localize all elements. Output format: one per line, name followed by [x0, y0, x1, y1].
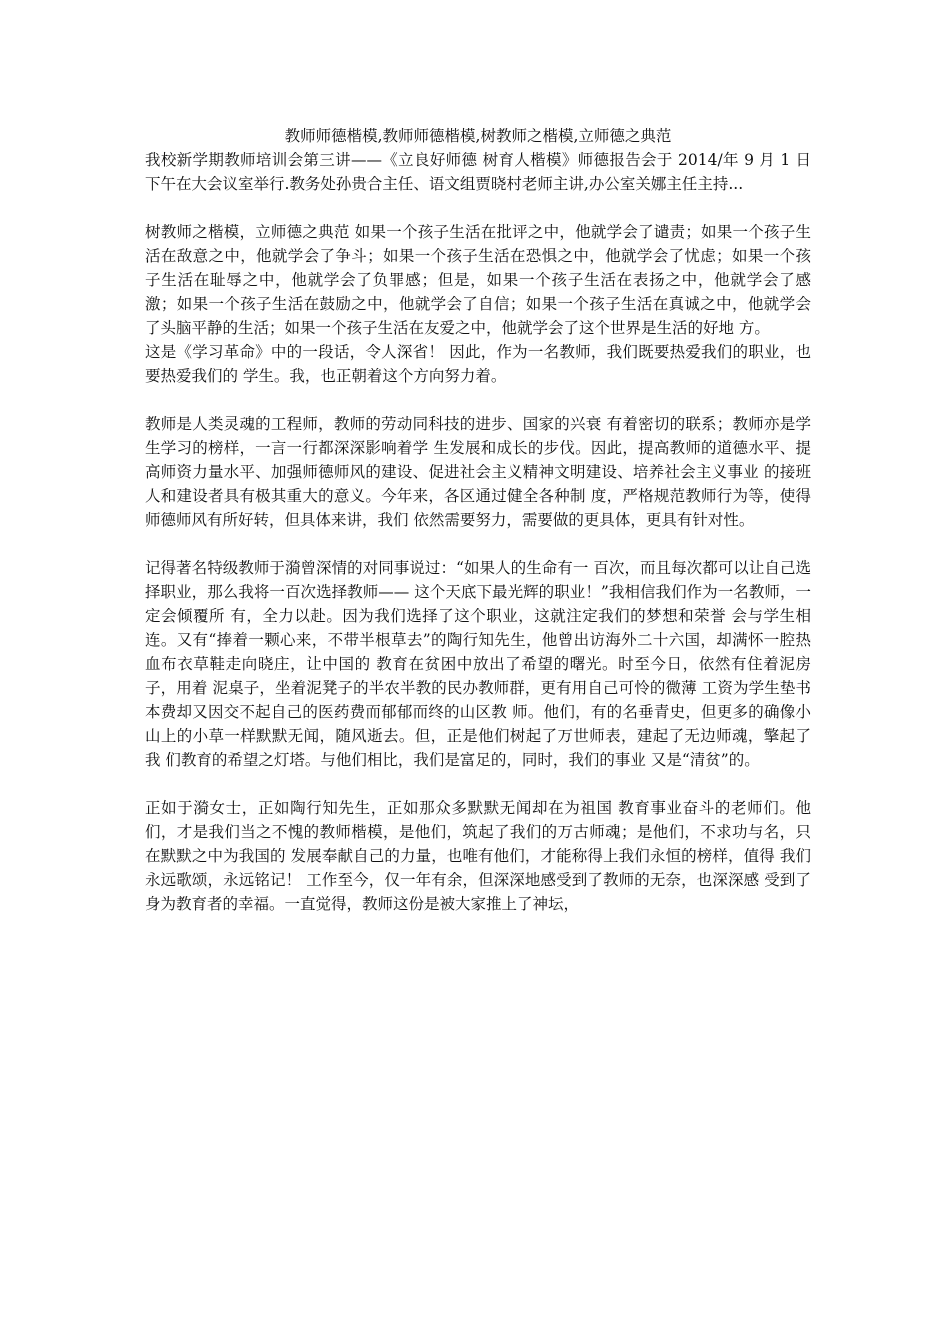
paragraph-spacer: [145, 532, 811, 556]
paragraph-5: 正如于漪女士，正如陶行知先生，正如那众多默默无闻却在为祖国 教育事业奋斗的老师们。他们，才是我们当之不愧的教师楷模，是他们，筑起了我们的万古师魂；是他们，不求功与名，只在默默之中为我国的 发展奉献自己的力量，也唯有他们，才能称得上我们永恒的榜样，值得 我们永远歌颂，永远铭记！ 工作至今，仅一年有余，但深深地感受到了教师的无奈，也深深感 受到了身为教育者的幸福。一直觉得，教师这份是被大家推上了神坛，: [145, 799, 811, 913]
paragraph-3: 教师是人类灵魂的工程师，教师的劳动同科技的进步、国家的兴衰 有着密切的联系；教师亦是学生学习的榜样，一言一行都深深影响着学 生发展和成长的步伐。因此，提高教师的道德水平、提高师资力量水平、加强师德师风的建设、促进社会主义精神文明建设、培养社会主义事业 的接班人和建设者具有极其重大的意义。今年来，各区通过健全各种制 度，严格规范教师行为等，使得师德师风有所好转，但具体来讲，我们 依然需要努力，需要做的更具体，更具有针对性。: [145, 415, 811, 529]
document-title: 教师师德楷模,教师师德楷模,树教师之楷模,立师德之典范: [284, 127, 672, 145]
paragraph-2: 这是《学习革命》中的一段话，令人深省！ 因此，作为一名教师，我们既要热爱我们的职业，也要热爱我们的 学生。我，也正朝着这个方向努力着。: [145, 343, 811, 385]
document-page: [145, 124, 811, 916]
paragraph-4: 记得著名特级教师于漪曾深情的对同事说过：“如果人的生命有一 百次，而且每次都可以让自己选择职业，那么我将一百次选择教师—— 这个天底下最光辉的职业！”我相信我们作为一名教师，一定会倾覆所 有，全力以赴。因为我们选择了这个职业，这就注定我们的梦想和荣誉 会与学生相连。又有“捧着一颗心来，不带半根草去”的陶行知先生，他曾出访海外二十六国，却满怀一腔热血布衣草鞋走向晓庄，让中国的 教育在贫困中放出了希望的曙光。时至今日，依然有住着泥房子，用着 泥桌子，坐着泥凳子的半农半教的民办教师群，更有用自己可怜的微薄 工资为学生垫书本费却又因交不起自己的医药费而郁郁而终的山区教 师。他们，有的名垂青史，但更多的确像小山上的小草一样默默无闻，随风逝去。但，正是他们树起了万世师表，建起了无边师魂，擎起了我 们教育的希望之灯塔。与他们相比，我们是富足的，同时，我们的事业 又是“清贫”的。: [145, 559, 811, 769]
document-intro: 我校新学期教师培训会第三讲——《立良好师德 树育人楷模》师德报告会于 2014/年 9 月 1 日下午在大会议室举行.教务处孙贵合主任、语文组贾晓村老师主讲,办公室关娜主任主持...: [145, 151, 811, 193]
paragraph-spacer: [145, 388, 811, 412]
paragraph-spacer: [145, 772, 811, 796]
paragraph-1: 树教师之楷模，立师德之典范 如果一个孩子生活在批评之中，他就学会了谴责；如果一个孩子生活在敌意之中，他就学会了争斗；如果一个孩子生活在恐惧之中，他就学会了忧虑；如果一个孩子生活在耻辱之中，他就学会了负罪感；但是，如果一个孩子生活在表扬之中，他就学会了感激；如果一个孩子生活在鼓励之中，他就学会了自信；如果一个孩子生活在真诚之中，他就学会了头脑平静的生活；如果一个孩子生活在友爱之中，他就学会了这个世界是生活的好地 方。: [145, 223, 811, 337]
